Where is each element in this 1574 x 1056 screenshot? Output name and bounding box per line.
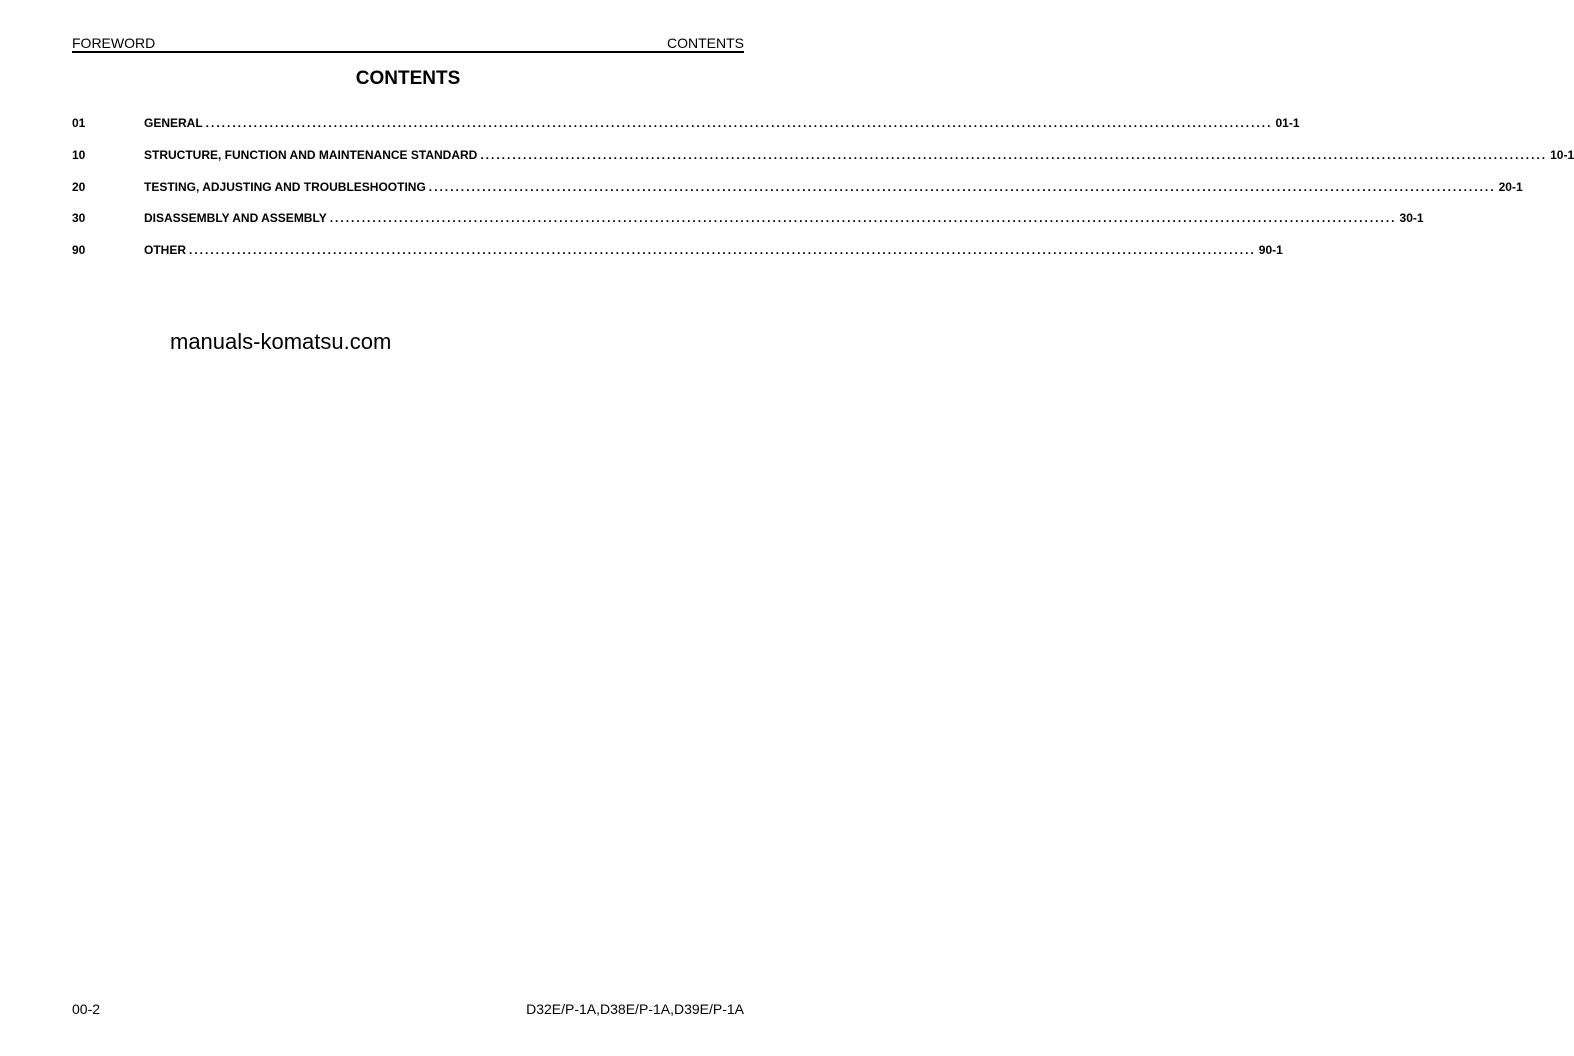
dot-leader: ........................................................................................................................................................................................................: [329, 211, 1397, 225]
toc-label: STRUCTURE, FUNCTION AND MAINTENANCE STANDARD: [144, 148, 478, 162]
toc-entry[interactable]: [72, 115, 1300, 131]
toc-page: 90-1: [1258, 243, 1283, 257]
toc-number: 01: [72, 116, 86, 130]
toc-number: 10: [72, 148, 86, 162]
toc-label: OTHER: [144, 243, 186, 257]
model-numbers: D32E/P-1A,D38E/P-1A,D39E/P-1A: [526, 1001, 744, 1017]
page-title: CONTENTS: [355, 68, 461, 89]
toc-entry[interactable]: [72, 147, 1574, 163]
toc-entry[interactable]: [72, 210, 1424, 226]
page-header: [72, 34, 744, 53]
page-footer: [72, 1001, 744, 1017]
toc-label: DISASSEMBLY AND ASSEMBLY: [144, 211, 327, 225]
dot-leader: ........................................................................................................................................................................................................: [205, 116, 1273, 130]
toc-page: 20-1: [1498, 180, 1523, 194]
toc-label: TESTING, ADJUSTING AND TROUBLESHOOTING: [144, 180, 426, 194]
dot-leader: ........................................................................................................................................................................................................: [189, 243, 1256, 257]
watermark: manuals-komatsu.com: [170, 329, 392, 354]
toc-number: 30: [72, 211, 86, 225]
toc-number: 90: [72, 243, 86, 257]
header-section: FOREWORD: [72, 35, 156, 51]
dot-leader: ........................................................................................................................................................................................................: [480, 148, 1548, 162]
page-number: 00-2: [72, 1001, 101, 1017]
toc-entry[interactable]: [72, 179, 1523, 195]
toc-page: 01-1: [1275, 116, 1300, 130]
dot-leader: ........................................................................................................................................................................................................: [428, 180, 1496, 194]
toc-page: 10-1: [1550, 148, 1574, 162]
toc-label: GENERAL: [144, 116, 203, 130]
toc-entry[interactable]: [72, 242, 1283, 258]
toc-page: 30-1: [1399, 211, 1424, 225]
header-chapter: CONTENTS: [667, 35, 744, 51]
toc-number: 20: [72, 180, 86, 194]
